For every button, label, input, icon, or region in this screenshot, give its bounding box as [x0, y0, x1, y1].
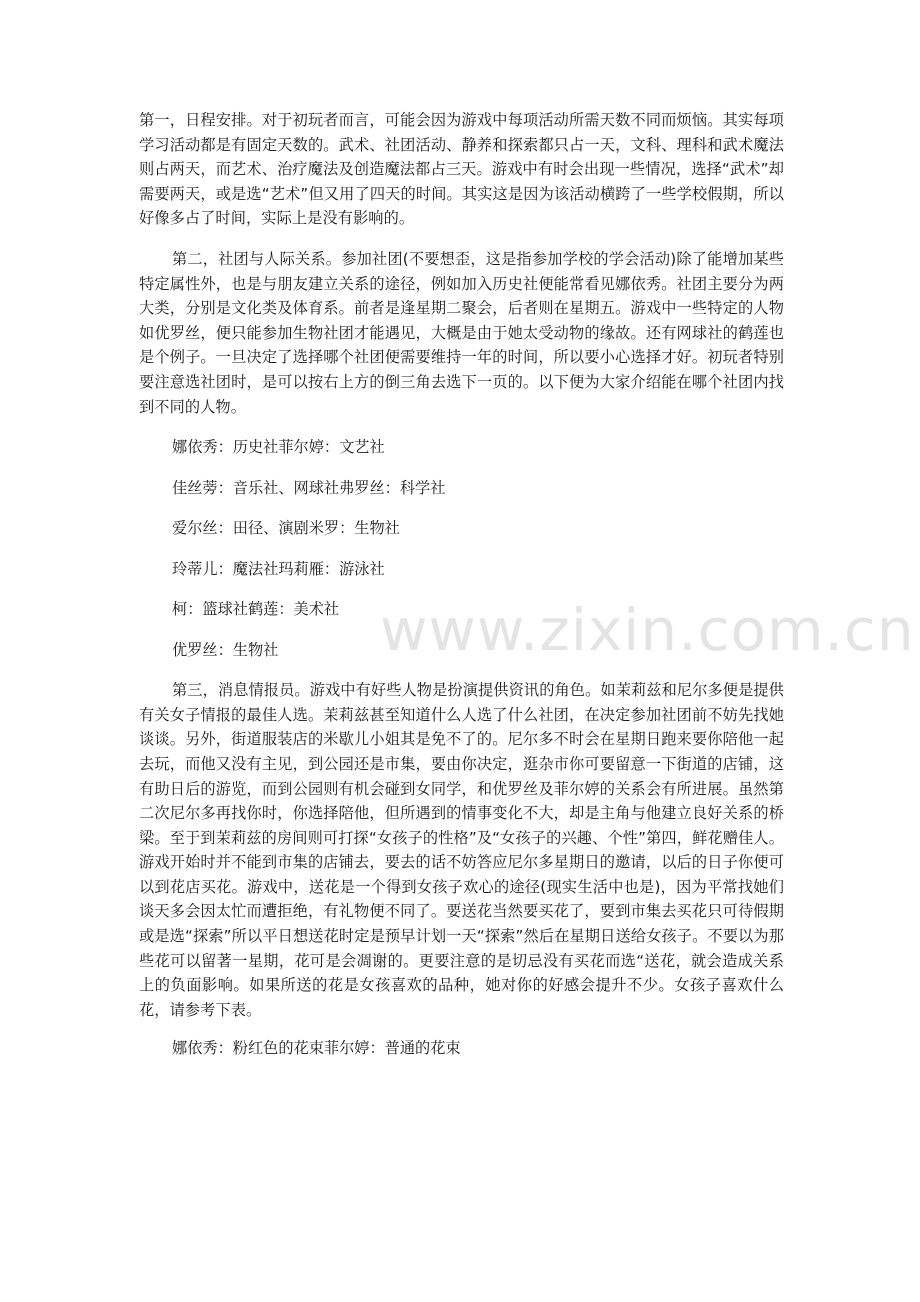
list-item: 爱尔丝：田径、演剧米罗：生物社 [172, 519, 400, 538]
list-item: 玲蒂儿：魔法社玛莉雁：游泳社 [172, 559, 385, 578]
document-page [139, 108, 784, 1077]
paragraph-schedule: 第一，日程安排。对于初玩者而言，可能会因为游戏中每项活动所需天数不同而烦恼。其实每项学习活动都是有固定天数的。武术、社团活动、静养和探索都只占一天，文科、理科和武术魔法则占两天，而艺术、治疗魔法及创造魔法都占三天。游戏中有时会出现一些情况，选择“武术”却需要两天，或是选“艺术”但又用了四天的时间。其实这是因为该活动横跨了一些学校假期，所以好像多占了时间，实际上是没有影响的。 [139, 111, 784, 228]
list-item: 佳丝蒡：音乐社、网球社弗罗丝：科学社 [172, 478, 446, 497]
club-list [139, 435, 784, 678]
paragraph-clubs: 第二，社团与人际关系。参加社团(不要想歪，这是指参加学校的学会活动)除了能增加某些特定属性外，也是与朋友建立关系的途径，例如加入历史社便能常看见娜依秀。社团主要分为两大类，分别是文化类及体育系。前者是逢星期二聚会，后者则在星期五。游戏中一些特定的人物如优罗丝，便只能参加生物社团才能遇见，大概是由于她太受动物的缘故。还有网球社的鹤莲也是个例子。一旦决定了选择哪个社团便需要维持一年的时间，所以要小心选择才好。初玩者特别要注意选社团时，是可以按右上方的倒三角去选下一页的。以下便为大家介绍能在哪个社团内找到不同的人物。 [139, 249, 784, 416]
list-item: 娜依秀：历史社菲尔婷：文艺社 [172, 438, 385, 457]
list-item: 娜依秀：粉红色的花束菲尔婷：普通的花束 [172, 1039, 461, 1058]
watermark: www.zixin.com.cn [380, 596, 915, 664]
flower-list [139, 1036, 784, 1077]
paragraph-informants-flowers: 第三，消息情报员。游戏中有好些人物是扮演提供资讯的角色。如茉莉兹和尼尔多便是提供有关女子情报的最佳人选。茉莉兹甚至知道什么人选了什么社团，在决定参加社团前不妨先找她谈谈。另外，街道服装店的米歇儿小姐其是免不了的。尼尔多不时会在星期日跑来要你陪他一起去玩，而他又没有主见，到公园还是市集，要由你决定，逛杂市你可要留意一下街道的店铺，这有助日后的游览，而到公园则有机会碰到女同学，和优罗丝及菲尔婷的关系会有所进展。虽然第二次尼尔多再找你时，你选择陪他，但所遇到的情事变化不大，却是主角与他建立良好关系的桥梁。至于到茉莉兹的房间则可打探“女孩子的性格”及“女孩子的兴趣、个性”第四，鲜花赠佳人。游戏开始时并不能到市集的店铺去，要去的话不妨答应尼尔多星期日的邀请，以后的日子你便可以到花店买花。游戏中，送花是一个得到女孩子欢心的途径(现实生活中也是)，因为平常找她们谈天多会因太忙而遭拒绝，有礼物便不同了。要送花当然要买花了，要到市集去买花只可待假期或是选“探索”所以平日想送花时定是预早计划一天“探索”然后在星期日送给女孩子。不要以为那些花可以留著一星期，花可是会凋谢的。更要注意的是切忌没有买花而选“送花，就会造成关系上的负面影响。如果所送的花是女孩喜欢的品种，她对你的好感会提升不少。女孩子喜欢什么花，请参考下表。 [139, 681, 784, 1019]
list-item: 优罗丝：生物社 [172, 640, 279, 659]
list-item: 柯：篮球社鹤莲：美术社 [172, 600, 340, 619]
